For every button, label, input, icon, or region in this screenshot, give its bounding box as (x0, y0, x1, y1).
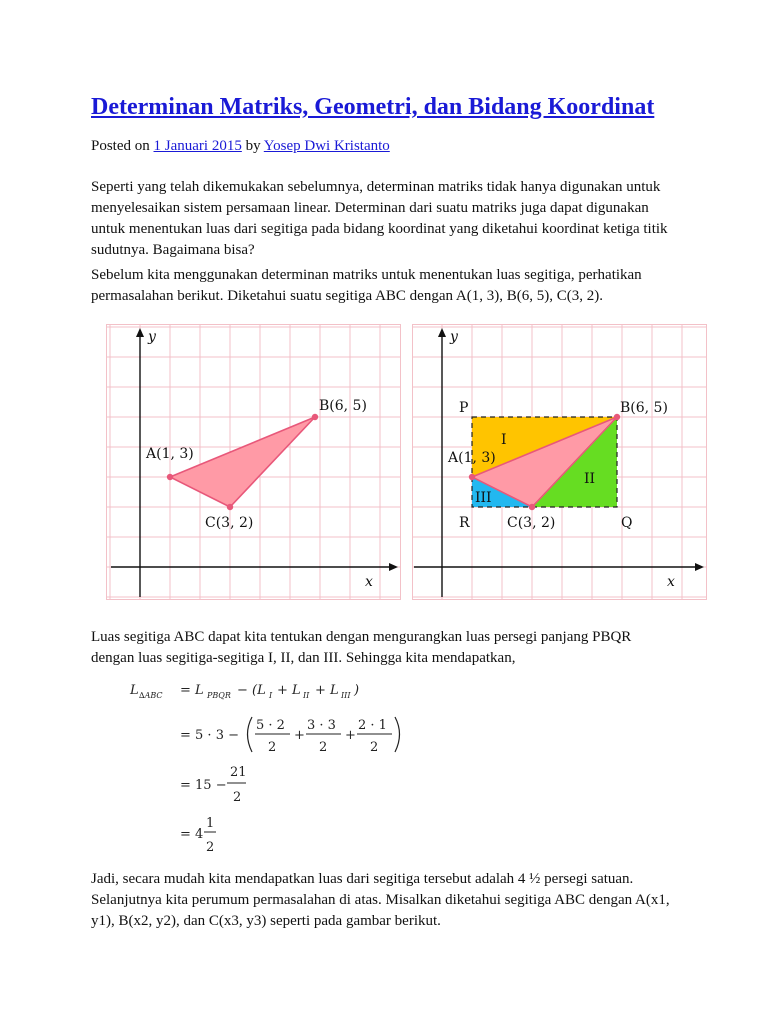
eq1-open: − (L (237, 683, 266, 698)
y-axis-label-right: y (450, 329, 458, 345)
x-axis-arrow-left (389, 563, 398, 571)
paragraph-line: menyelesaikan sistem persamaan linear. Determinan dari suatu matriks juga dapat digunakan (91, 200, 649, 216)
eq1-plus-1: + L (277, 683, 301, 698)
point-a-left (167, 474, 173, 480)
paragraph-line: Seperti yang telah dikemukakan sebelumnya, determinan matriks tidak hanya digunakan untuk (91, 179, 661, 195)
label-region-iii: III (475, 490, 492, 506)
point-c-left (227, 504, 233, 510)
eq1-plus-2: + L (315, 683, 339, 698)
label-b-left: B(6, 5) (319, 398, 367, 414)
paragraph-line: y1), B(x2, y2), dan C(x3, y3) seperti pada gambar berikut. (91, 913, 441, 929)
paragraph-line: Sebelum kita menggunakan determinan matriks untuk menentukan luas segitiga, perhatikan (91, 267, 642, 283)
frac4-denominator: 2 (233, 790, 242, 805)
eq1-sub-i: I (269, 691, 273, 700)
plus-sign-2: + (345, 728, 356, 743)
frac3-denominator: 2 (370, 740, 379, 755)
eq1-sub-pbqr: PBQR (207, 691, 231, 700)
triangle-abc-left (170, 417, 315, 507)
equation-line-1 (129, 683, 359, 700)
label-c-right: C(3, 2) (507, 515, 556, 531)
big-left-paren (248, 717, 253, 752)
triangle-figure-right (412, 324, 707, 600)
plus-sign-1: + (294, 728, 305, 743)
label-p: P (459, 400, 469, 416)
point-c-right (529, 504, 535, 510)
paragraph-conclusion (91, 869, 691, 932)
big-right-paren (395, 717, 400, 752)
paragraph-line: Jadi, secara mudah kita mendapatkan luas dari segitiga tersebut adalah 4 ½ persegi satuan. (91, 871, 634, 887)
paragraph-line: sudutnya. Bagaimana bisa? (91, 242, 255, 258)
frac1-denominator: 2 (268, 740, 277, 755)
article-title-link[interactable]: Determinan Matriks, Geometri, dan Bidang Koordinat (91, 94, 655, 120)
eq-lhs-l: L (130, 683, 139, 698)
frac5-numerator: 1 (206, 816, 215, 831)
article-title (91, 92, 654, 122)
point-b-left (312, 414, 318, 420)
eq-lhs-sub: ∆ABC (139, 691, 163, 700)
y-axis-arrow-right (438, 328, 446, 337)
paragraph-line: untuk menentukan luas dari segitiga pada bidang koordinat yang diketahui koordinat ketiga titik (91, 221, 668, 237)
paragraph-line: Luas segitiga ABC dapat kita tentukan dengan mengurangkan luas persegi panjang PBQR (91, 629, 632, 645)
eq3-prefix: = 15 − (180, 778, 227, 793)
label-b-right: B(6, 5) (620, 400, 668, 416)
frac1-numerator: 5 · 2 (256, 718, 285, 733)
paragraph-line: permasalahan berikut. Diketahui suatu segitiga ABC dengan A(1, 3), B(6, 5), C(3, 2). (91, 288, 603, 304)
point-a-right (469, 474, 475, 480)
equation-block (120, 672, 420, 862)
frac3-numerator: 2 · 1 (358, 718, 387, 733)
eq1-equals-l: = L (180, 683, 204, 698)
eq1-close: ) (354, 683, 360, 698)
label-r: R (459, 515, 470, 531)
equation-line-3 (180, 765, 247, 805)
paragraph-intro (91, 177, 691, 261)
x-axis-label-left: x (365, 574, 373, 590)
area-equations (120, 672, 420, 862)
y-axis-arrow-left (136, 328, 144, 337)
triangle-figure-left (106, 324, 401, 600)
eq4-prefix: = 4 (180, 827, 204, 842)
paragraph-line: dengan luas segitiga-segitiga I, II, dan III. Sehingga kita mendapatkan, (91, 650, 516, 666)
equation-line-2 (180, 717, 400, 755)
author-link[interactable]: Yosep Dwi Kristanto (263, 138, 390, 154)
paragraph-problem (91, 265, 691, 307)
label-a-left: A(1, 3) (146, 446, 194, 462)
label-a-right: A(1, 3) (448, 450, 496, 466)
label-region-ii: II (584, 471, 596, 487)
eq2-prefix: = 5 · 3 − (180, 728, 239, 743)
label-region-i: I (501, 432, 507, 448)
posted-on-label: Posted on (91, 138, 150, 154)
label-q: Q (621, 515, 633, 531)
eq1-sub-iii: III (341, 691, 351, 700)
paragraph-method (91, 627, 691, 669)
coordinate-plane-left (106, 324, 401, 600)
equation-line-4 (180, 816, 216, 855)
x-axis-label-right: x (667, 574, 675, 590)
x-axis-arrow-right (695, 563, 704, 571)
coordinate-plane-right (412, 324, 707, 600)
frac4-numerator: 21 (230, 765, 247, 780)
eq1-sub-ii: II (303, 691, 310, 700)
paragraph-line: Selanjutnya kita perumum permasalahan di atas. Misalkan diketahui segitiga ABC dengan A(x1, (91, 892, 670, 908)
frac2-denominator: 2 (319, 740, 328, 755)
by-label: by (245, 138, 261, 154)
label-c-left: C(3, 2) (205, 515, 254, 531)
post-meta (91, 136, 390, 156)
frac2-numerator: 3 · 3 (307, 718, 336, 733)
post-date-link[interactable]: 1 Januari 2015 (153, 138, 242, 154)
y-axis-label-left: y (148, 329, 156, 345)
frac5-denominator: 2 (206, 840, 215, 855)
